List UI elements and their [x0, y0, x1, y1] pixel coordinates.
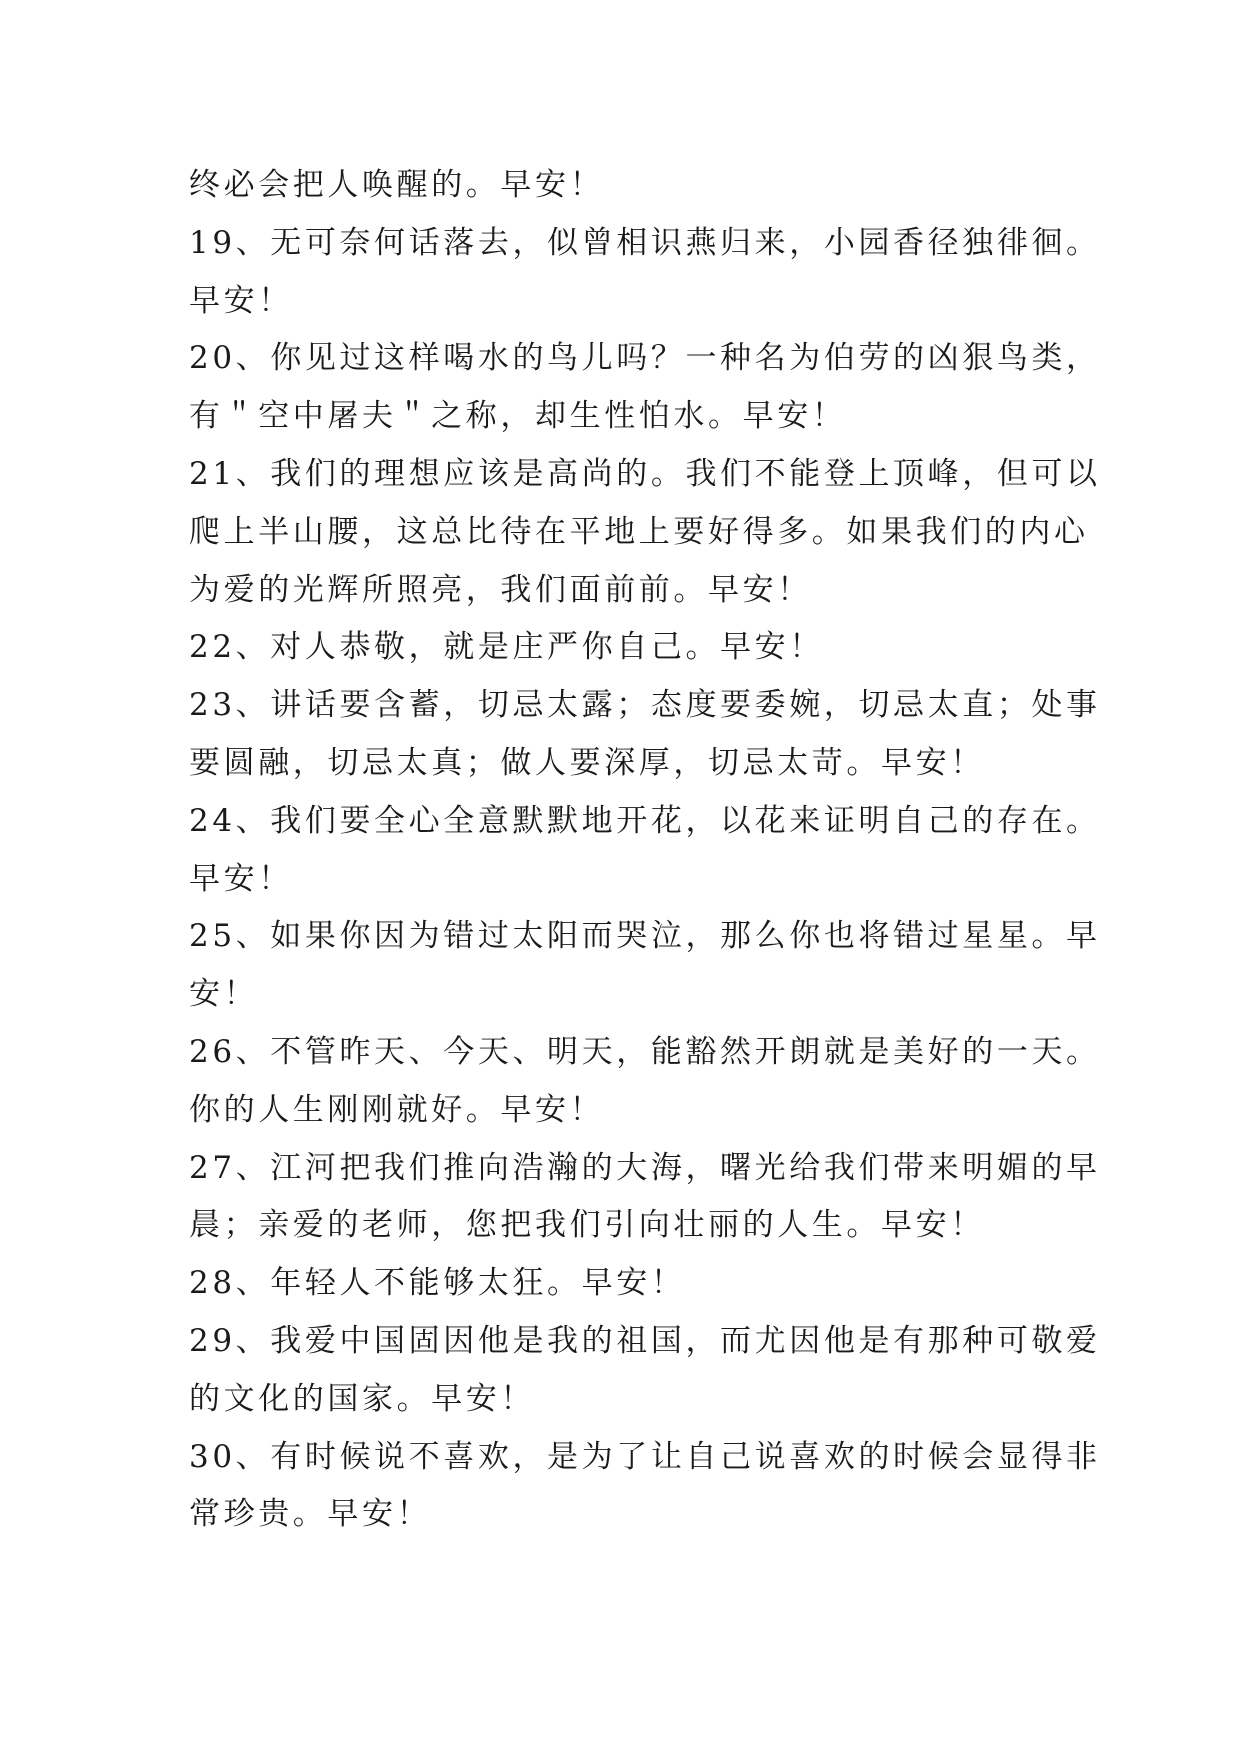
text-line: 为爱的光辉所照亮，我们面前前。早安！ — [189, 571, 812, 608]
text-line: 26、不管昨天、今天、明天，能豁然开朗就是美好的一天。 — [189, 1033, 1101, 1070]
text-line: 常珍贵。早安！ — [189, 1496, 432, 1533]
document-body — [189, 157, 1101, 1544]
text-line: 爬上半山腰，这总比待在平地上要好得多。如果我们的内心 — [189, 513, 1089, 550]
text-line: 终必会把人唤醒的。早安！ — [189, 167, 605, 203]
text-line: 的文化的国家。早安！ — [189, 1380, 535, 1417]
text-line: 23、讲话要含蓄，切忌太露；态度要委婉，切忌太直；处事 — [189, 687, 1101, 724]
text-line: 早安！ — [189, 860, 293, 897]
text-line: 22、对人恭敬，就是庄严你自己。早安！ — [189, 629, 824, 666]
text-line: 21、我们的理想应该是高尚的。我们不能登上顶峰，但可以 — [189, 455, 1101, 492]
text-line: 早安！ — [189, 282, 293, 319]
text-line: 19、无可奈何话落去，似曾相识燕归来，小园香径独徘徊。 — [189, 224, 1101, 261]
text-line: 27、江河把我们推向浩瀚的大海，曙光给我们带来明媚的早 — [189, 1149, 1101, 1186]
text-line: 有＂空中屠夫＂之称，却生性怕水。早安！ — [189, 398, 847, 435]
text-line: 29、我爱中国固因他是我的祖国，而尤因他是有那种可敬爱 — [189, 1322, 1101, 1359]
text-line: 你的人生刚刚就好。早安！ — [189, 1091, 605, 1128]
text-line: 24、我们要全心全意默默地开花，以花来证明自己的存在。 — [189, 802, 1101, 839]
text-line: 28、年轻人不能够太狂。早安！ — [189, 1265, 686, 1302]
text-line: 安！ — [189, 976, 259, 1013]
text-line: 25、如果你因为错过太阳而哭泣，那么你也将错过星星。早 — [189, 918, 1101, 955]
text-line: 晨；亲爱的老师，您把我们引向壮丽的人生。早安！ — [189, 1207, 985, 1244]
text-line: 30、有时候说不喜欢，是为了让自己说喜欢的时候会显得非 — [189, 1438, 1101, 1475]
text-line: 20、你见过这样喝水的鸟儿吗？一种名为伯劳的凶狠鸟类， — [189, 340, 1101, 377]
text-line: 要圆融，切忌太真；做人要深厚，切忌太苛。早安！ — [189, 744, 985, 781]
